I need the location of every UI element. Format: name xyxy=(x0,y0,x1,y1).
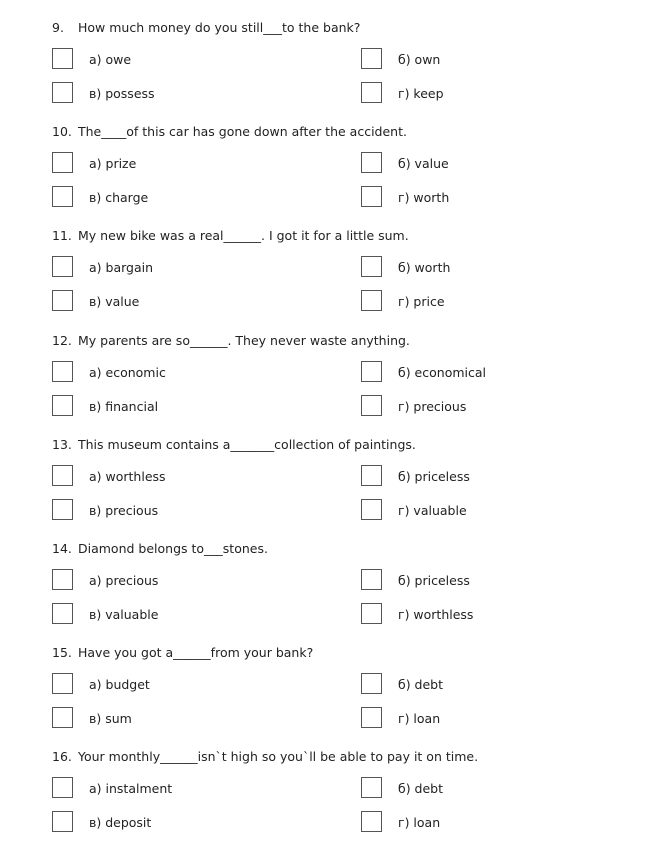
question-number: 15. xyxy=(52,645,72,660)
answer-label: а) budget xyxy=(89,677,150,692)
answer-checkbox[interactable] xyxy=(361,569,382,590)
question-number: 12. xyxy=(52,333,72,348)
answer-label: б) worth xyxy=(398,260,451,275)
question-15 xyxy=(0,625,648,729)
answer-checkbox[interactable] xyxy=(52,673,73,694)
answer-label: в) sum xyxy=(89,711,132,726)
question-text: My new bike was a real______. I got it for a little sum. xyxy=(78,228,409,243)
answer-checkbox[interactable] xyxy=(52,603,73,624)
question-stem xyxy=(52,124,407,140)
question-16 xyxy=(0,729,648,833)
question-number: 10. xyxy=(52,124,72,139)
answer-checkbox[interactable] xyxy=(52,499,73,520)
answer-label: в) value xyxy=(89,294,140,309)
answer-checkbox[interactable] xyxy=(361,673,382,694)
answer-checkbox[interactable] xyxy=(52,707,73,728)
answer-label: б) priceless xyxy=(398,573,470,588)
answer-label: г) loan xyxy=(398,815,441,830)
answer-checkbox[interactable] xyxy=(52,777,73,798)
answer-checkbox[interactable] xyxy=(361,361,382,382)
answer-label: г) keep xyxy=(398,86,444,101)
answer-label: в) valuable xyxy=(89,607,159,622)
question-text: Have you got a______from your bank? xyxy=(78,645,314,660)
answer-checkbox[interactable] xyxy=(52,811,73,832)
question-number: 11. xyxy=(52,228,72,243)
answer-checkbox[interactable] xyxy=(52,256,73,277)
answer-label: в) possess xyxy=(89,86,155,101)
question-12 xyxy=(0,313,648,417)
answer-checkbox[interactable] xyxy=(361,499,382,520)
question-11 xyxy=(0,208,648,312)
answer-checkbox[interactable] xyxy=(361,82,382,103)
question-stem xyxy=(52,645,313,661)
answer-label: г) loan xyxy=(398,711,441,726)
answer-checkbox[interactable] xyxy=(361,811,382,832)
answer-label: г) precious xyxy=(398,399,467,414)
question-14 xyxy=(0,521,648,625)
answer-checkbox[interactable] xyxy=(52,569,73,590)
question-text: How much money do you still___to the bank? xyxy=(78,20,361,35)
answer-label: в) charge xyxy=(89,190,149,205)
question-stem xyxy=(52,333,410,349)
answer-label: а) economic xyxy=(89,365,166,380)
answer-checkbox[interactable] xyxy=(361,465,382,486)
answer-checkbox[interactable] xyxy=(361,48,382,69)
question-number: 14. xyxy=(52,541,72,556)
answer-checkbox[interactable] xyxy=(52,186,73,207)
answer-label: г) valuable xyxy=(398,503,467,518)
answer-checkbox[interactable] xyxy=(361,777,382,798)
answer-label: в) financial xyxy=(89,399,159,414)
answer-checkbox[interactable] xyxy=(361,186,382,207)
answer-label: г) worthless xyxy=(398,607,474,622)
answer-checkbox[interactable] xyxy=(52,290,73,311)
answer-label: б) priceless xyxy=(398,469,470,484)
question-stem xyxy=(52,749,478,765)
question-stem xyxy=(52,541,268,557)
answer-checkbox[interactable] xyxy=(361,603,382,624)
question-stem xyxy=(52,20,360,36)
answer-checkbox[interactable] xyxy=(361,707,382,728)
question-stem xyxy=(52,228,409,244)
question-number: 13. xyxy=(52,437,72,452)
answer-label: г) price xyxy=(398,294,445,309)
answer-label: г) worth xyxy=(398,190,450,205)
question-text: Your monthly______isn`t high so you`ll be able to pay it on time. xyxy=(78,749,479,764)
answer-checkbox[interactable] xyxy=(52,395,73,416)
question-text: This museum contains a_______collection of paintings. xyxy=(78,437,416,452)
answer-label: б) own xyxy=(398,52,441,67)
answer-label: а) owe xyxy=(89,52,132,67)
answer-label: б) debt xyxy=(398,677,444,692)
answer-checkbox[interactable] xyxy=(361,395,382,416)
question-number: 16. xyxy=(52,749,72,764)
answer-label: а) bargain xyxy=(89,260,154,275)
answer-label: а) instalment xyxy=(89,781,173,796)
question-text: Diamond belongs to___stones. xyxy=(78,541,268,556)
answer-label: а) prize xyxy=(89,156,137,171)
answer-label: б) debt xyxy=(398,781,444,796)
answer-label: в) deposit xyxy=(89,815,152,830)
answer-checkbox[interactable] xyxy=(361,256,382,277)
question-13 xyxy=(0,417,648,521)
answer-checkbox[interactable] xyxy=(52,82,73,103)
answer-checkbox[interactable] xyxy=(52,48,73,69)
answer-label: а) precious xyxy=(89,573,159,588)
answer-label: б) economical xyxy=(398,365,486,380)
question-9 xyxy=(0,0,648,104)
answer-checkbox[interactable] xyxy=(52,465,73,486)
answer-checkbox[interactable] xyxy=(52,361,73,382)
answer-checkbox[interactable] xyxy=(52,152,73,173)
answer-label: б) value xyxy=(398,156,449,171)
question-number: 9. xyxy=(52,20,64,35)
question-10 xyxy=(0,104,648,208)
answer-checkbox[interactable] xyxy=(361,152,382,173)
question-text: The____of this car has gone down after the accident. xyxy=(78,124,407,139)
answer-checkbox[interactable] xyxy=(361,290,382,311)
question-text: My parents are so______. They never waste anything. xyxy=(78,333,410,348)
answer-label: а) worthless xyxy=(89,469,166,484)
question-stem xyxy=(52,437,416,453)
answer-label: в) precious xyxy=(89,503,159,518)
